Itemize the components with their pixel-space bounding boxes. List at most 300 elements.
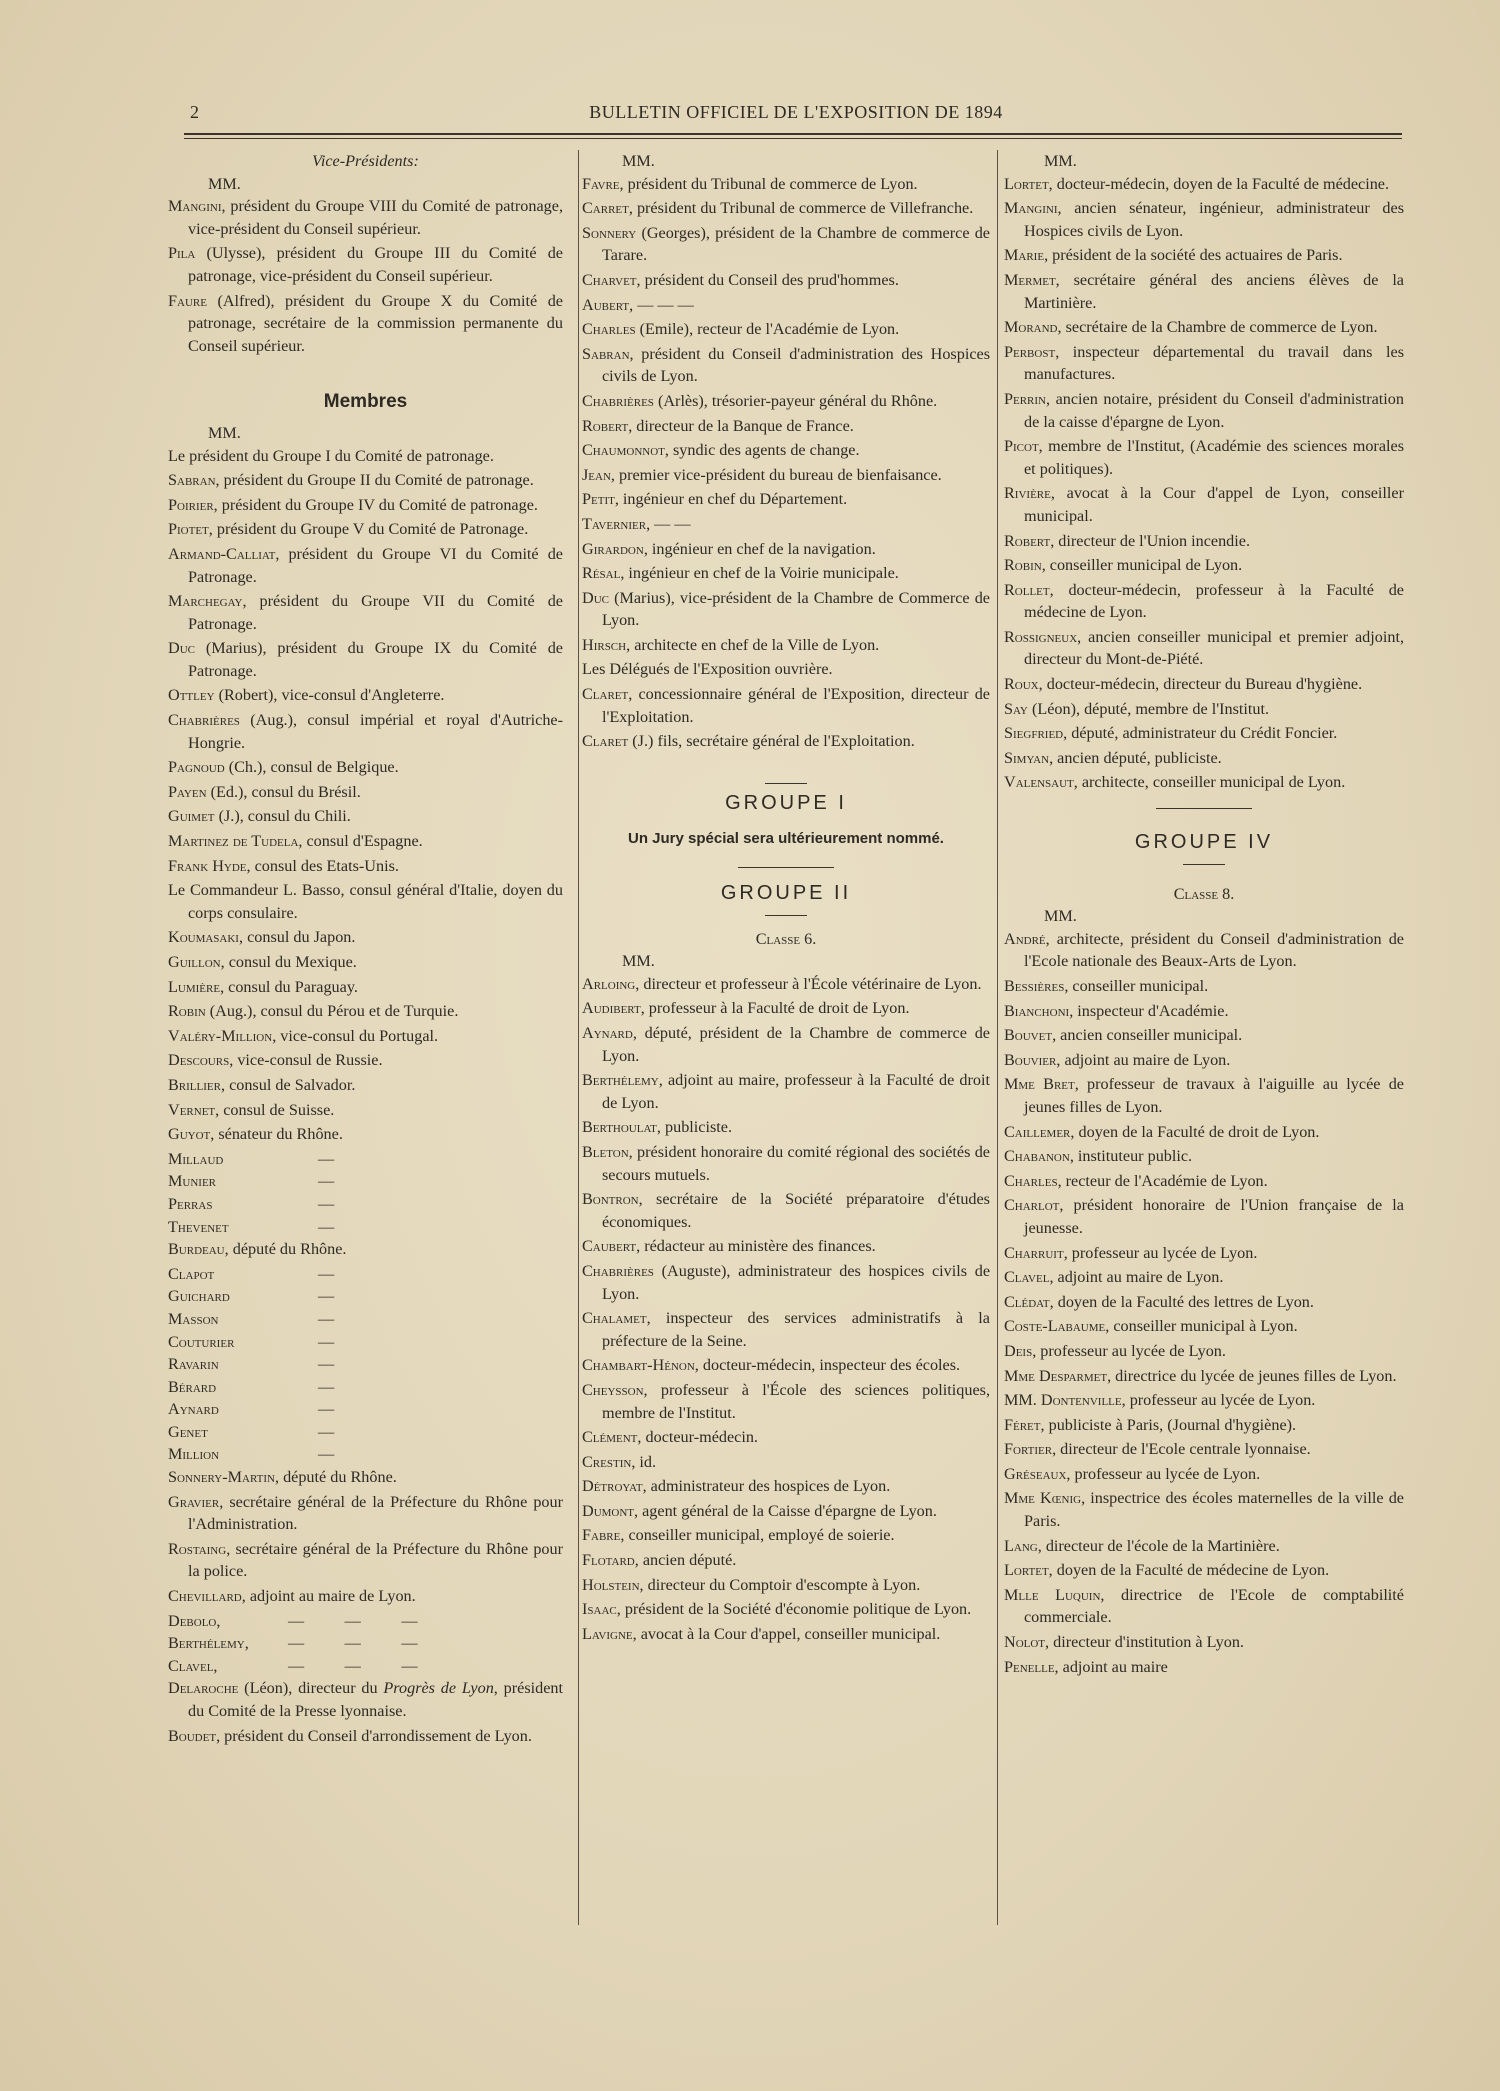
list-item [582, 294, 990, 317]
entry-text: (J.) fils, secrétaire général de l'Exploitation. [628, 732, 915, 751]
list-item [582, 390, 990, 413]
entry-text: , ingénieur en chef de la Voirie municipale. [620, 564, 899, 583]
column-3 [1004, 150, 1404, 1680]
entry-text: , docteur-médecin, directeur du Bureau d'hygiène. [1038, 675, 1363, 694]
entry-text: , député, administrateur du Crédit Foncier. [1063, 724, 1338, 743]
entry-text: , président du Tribunal de commerce de Villefranche. [628, 199, 974, 218]
list-item [168, 1655, 563, 1678]
list-item [1004, 579, 1404, 624]
list-item [1004, 1487, 1404, 1532]
entry-text: (Ulysse), président du Groupe III du Comité de patronage, vice-président du Conseil supérieur. [188, 244, 563, 285]
ditto-dashes: — — — [288, 1656, 418, 1675]
list-item [1004, 1559, 1404, 1582]
list-item [168, 926, 563, 949]
mm-label: MM. [208, 174, 241, 193]
entry-text: , ancien conseiller municipal. [1052, 1026, 1243, 1045]
entry-text: , avocat à la Cour d'appel de Lyon, conseiller municipal. [1024, 484, 1404, 525]
list-item [1004, 1145, 1404, 1168]
entry-text: (Georges), président de la Chambre de commerce de Tarare. [602, 223, 990, 265]
entry-name: Lang [1004, 1536, 1038, 1555]
entry-text: , directrice de l'Ecole de comptabilité commerciale. [1024, 1585, 1404, 1627]
entry-text: , secrétaire général de la Préfecture du Rhône pour l'Administration. [188, 1492, 563, 1534]
entry-name: Gravier [168, 1492, 220, 1511]
list-item [168, 1585, 563, 1608]
publication-title: BULLETIN OFFICIEL DE L'EXPOSITION DE 1894 [589, 102, 1003, 122]
entry-text: (Marius), vice-président de la Chambre de Commerce de Lyon. [602, 588, 990, 630]
groupe-1-heading: GROUPE I [725, 791, 847, 814]
entry-text: (Auguste), administrateur des hospices civils de Lyon. [602, 1261, 990, 1303]
entry-text: , administrateur des hospices de Lyon. [642, 1477, 891, 1496]
ditto-dash: — [318, 1172, 335, 1191]
entry-name: Petit [582, 490, 615, 509]
membres-list [1004, 173, 1404, 794]
column-2 [582, 150, 990, 1647]
entry-text: , directeur de l'Union incendie. [1050, 531, 1250, 550]
entry-name: Robin [1004, 556, 1042, 575]
entry-text: , président du Groupe VII du Comité de Patronage. [188, 592, 563, 633]
entry-text: , président de la société des actuaires de Paris. [1044, 246, 1343, 265]
triple-dash-list [168, 1610, 563, 1678]
list-item [168, 1263, 563, 1286]
entry-name: Isaac [582, 1600, 617, 1619]
list-item [582, 1598, 990, 1621]
list-item [168, 1376, 563, 1399]
entry-name: Claret [582, 685, 629, 704]
entry-text: , ancien notaire, président du Conseil d'administration de la caisse d'épargne de Lyon. [1024, 389, 1404, 431]
entry-text: , docteur-médecin, professeur à la Faculté de médecine de Lyon. [1024, 580, 1404, 622]
list-item [1004, 1584, 1404, 1629]
entry-text: , — — [646, 514, 691, 533]
entry-text: , secrétaire général des anciens élèves de la Martinière. [1024, 270, 1404, 312]
entry-text: , inspectrice des écoles maternelles de la ville de Paris. [1024, 1489, 1404, 1531]
list-item [1004, 1073, 1404, 1118]
entry-name: Berthélemy, [168, 1634, 249, 1653]
list-item [168, 1632, 563, 1655]
entry-name: Simyan [1004, 748, 1050, 767]
entry-text: , architecte, conseiller municipal de Lyon. [1073, 773, 1346, 792]
entry-name: Robert [1004, 531, 1051, 550]
entry-text: , président du Groupe II du Comité de patronage. [215, 471, 534, 490]
entry-name: Chalamet [582, 1309, 647, 1328]
entry-text: , docteur-médecin. [637, 1428, 758, 1447]
entry-name: Caillemer [1004, 1122, 1071, 1141]
entry-text: , inspecteur d'Académie. [1069, 1001, 1229, 1020]
entry-name: Penelle [1004, 1657, 1055, 1676]
entry-text: , professeur au lycée de Lyon. [1121, 1391, 1316, 1410]
list-item [1004, 928, 1404, 973]
entry-text: , professeur au lycée de Lyon. [1066, 1464, 1261, 1483]
entry-text: Le président du Groupe I du Comité de patronage. [168, 446, 494, 465]
entry-name: Say [1004, 699, 1028, 718]
list-item [582, 1069, 990, 1114]
entry-name: Pila [168, 244, 196, 263]
list-item [1004, 1242, 1404, 1265]
entry-text: , syndic des agents de change. [664, 441, 860, 460]
entry-text: , consul du Paraguay. [220, 977, 358, 996]
list-item [582, 562, 990, 585]
entry-text: , consul des Etats-Unis. [246, 856, 399, 875]
ditto-dashes: — — — [288, 1611, 418, 1630]
list-item [1004, 1389, 1404, 1412]
entry-name: Millaud [168, 1149, 224, 1168]
entry-text: , recteur de l'Académie de Lyon. [1057, 1171, 1268, 1190]
entry-text: , ingénieur en chef du Département. [614, 490, 848, 509]
entry-name: Koumasaki [168, 928, 239, 947]
dash-list [168, 1148, 563, 1238]
entry-name: Munier [168, 1172, 217, 1191]
entry-text: , président honoraire du comité régional des sociétés de secours mutuels. [602, 1142, 990, 1184]
list-item [168, 1308, 563, 1331]
list-item [582, 1549, 990, 1572]
ditto-dash: — [318, 1287, 335, 1306]
entry-name: Audibert [582, 999, 641, 1018]
ditto-dash: — [318, 1309, 335, 1328]
entry-name: Guyot [168, 1125, 211, 1144]
entry-name: Duc [168, 639, 195, 658]
list-item [582, 269, 990, 292]
entry-name: Chabanon [1004, 1147, 1070, 1166]
list-item [582, 464, 990, 487]
list-item [582, 1354, 990, 1377]
entry-name: Féret [1004, 1415, 1041, 1434]
entry-name: Claret [582, 732, 629, 751]
list-item [1004, 244, 1404, 267]
list-item [168, 1170, 563, 1193]
list-item [1004, 173, 1404, 196]
entry-name: Nolot [1004, 1633, 1046, 1652]
entry-name: Guichard [168, 1287, 230, 1306]
entry-name: Clédat [1004, 1292, 1050, 1311]
list-item [1004, 269, 1404, 314]
list-item [582, 1475, 990, 1498]
list-item [582, 439, 990, 462]
list-item [582, 658, 990, 681]
entry-text: , secrétaire général de la Préfecture du Rhône pour la police. [188, 1539, 563, 1581]
entry-text: , docteur-médecin, doyen de la Faculté de médecine. [1048, 174, 1390, 193]
list-item [168, 242, 563, 287]
entry-name: Brillier [168, 1075, 221, 1094]
column-divider [997, 150, 998, 1925]
list-item [168, 637, 563, 682]
entry-text: , agent général de la Caisse d'épargne de Lyon. [634, 1501, 937, 1520]
list-item [1004, 1340, 1404, 1363]
entry-text: , consul de Salvador. [220, 1075, 356, 1094]
entry-text: (Marius), président du Groupe IX du Comité de Patronage. [188, 639, 563, 680]
ditto-dash: — [318, 1445, 335, 1464]
entry-name: Piotet [168, 520, 209, 539]
entry-name: Valéry-Million [168, 1026, 273, 1045]
entry-name: Million [168, 1445, 220, 1464]
entry-text: , inspecteur des services administratifs à la préfecture de la Seine. [602, 1309, 990, 1350]
entry-text: , premier vice-président du bureau de bienfaisance. [610, 465, 942, 484]
membres-list [582, 173, 990, 753]
entry-name: Jean [582, 465, 611, 484]
entry-name: Charles [582, 320, 636, 339]
list-item [1004, 673, 1404, 696]
entry-name: Armand-Calliat [168, 544, 276, 563]
entry-text: , adjoint au maire [1054, 1657, 1168, 1676]
entry-name: Sonnery-Martin [168, 1468, 275, 1487]
list-item [168, 469, 563, 492]
entry-name: Rossigneux [1004, 627, 1078, 646]
list-item [1004, 771, 1404, 794]
list-item [582, 1188, 990, 1233]
groupe-2-list [582, 973, 990, 1646]
list-item [168, 1421, 563, 1444]
entry-name: Charvet [582, 270, 637, 289]
entry-name: Sabran [168, 471, 216, 490]
entry-text: , docteur-médecin, inspecteur des écoles. [694, 1356, 961, 1375]
entry-name: Mlle Luquin [1004, 1585, 1101, 1604]
list-item [582, 1524, 990, 1547]
entry-name: Berthoulat [582, 1118, 657, 1137]
entry-name: Payen [168, 782, 207, 801]
entry-name: Lortet [1004, 1561, 1049, 1580]
column-1 [168, 150, 563, 1749]
entry-text: , conseiller municipal à Lyon. [1105, 1317, 1298, 1336]
mm-label: MM. [1044, 907, 1077, 926]
entry-name: Dumont [582, 1501, 635, 1520]
list-item [168, 1216, 563, 1239]
entry-name: Charlot [1004, 1196, 1060, 1215]
entry-text: , doyen de la Faculté de droit de Lyon. [1070, 1122, 1320, 1141]
entry-name: Bérard [168, 1377, 217, 1396]
section-rule [1156, 808, 1252, 809]
entry-text: , concessionnaire général de l'Exposition, directeur de l'Exploitation. [602, 685, 990, 726]
entry-name: Bleton [582, 1142, 629, 1161]
entry-text: , secrétaire de la Chambre de commerce de Lyon. [1057, 318, 1378, 337]
list-item [1004, 197, 1404, 242]
list-item [1004, 554, 1404, 577]
entry-text: , consul de Suisse. [215, 1100, 335, 1119]
list-item: Delaroche (Léon), directeur du Progrès de Lyon, président du Comité de la Presse lyonnaise. [168, 1679, 563, 1720]
entry-name: Vernet [168, 1100, 216, 1119]
list-item [168, 1398, 563, 1421]
entry-text: , professeur à la Faculté de droit de Lyon. [640, 999, 910, 1018]
entry-name: Rollet [1004, 580, 1050, 599]
entry-text: , ancien député. [634, 1551, 737, 1570]
list-item [1004, 747, 1404, 770]
section-rule [765, 783, 807, 784]
classe-heading: Classe 6. [755, 929, 817, 948]
membres-list [168, 445, 563, 1146]
entry-text: , conseiller municipal. [1064, 977, 1209, 995]
entry-text: , directeur d'institution à Lyon. [1045, 1633, 1244, 1652]
entry-text: , directrice du lycée de jeunes filles de Lyon. [1107, 1366, 1397, 1385]
entry-text: , ancien conseiller municipal et premier adjoint, directeur du Mont-de-Piété. [1024, 627, 1404, 669]
list-item [1004, 1438, 1404, 1461]
list-item [168, 951, 563, 974]
list-item: Boudet, président du Conseil d'arrondissement de Lyon. [168, 1726, 532, 1745]
entry-name: Mangini [1004, 199, 1058, 218]
entry-name: Faure [168, 291, 207, 310]
list-item [582, 513, 990, 536]
list-item [1004, 975, 1404, 998]
entry-text: , consul du Mexique. [220, 953, 357, 971]
entry-name: Mme Kœnig [1004, 1489, 1082, 1508]
entry-name: Berthélemy [582, 1071, 659, 1090]
header-rule [184, 133, 1402, 135]
entry-text: (J.), consul du Chili. [214, 807, 351, 826]
entry-text: , professeur au lycée de Lyon. [1063, 1243, 1258, 1262]
list-item [1004, 1024, 1404, 1047]
list-item [1004, 1049, 1404, 1072]
entry-text: (Léon), député, membre de l'Institut. [1027, 699, 1270, 718]
list-item [582, 538, 990, 561]
list-item [1004, 1535, 1404, 1558]
list-item [168, 518, 563, 541]
list-item [168, 1610, 563, 1633]
entry-text: , avocat à la Cour d'appel, conseiller municipal. [632, 1624, 941, 1643]
list-item [168, 590, 563, 635]
ditto-dash: — [318, 1355, 335, 1374]
list-item [168, 1123, 563, 1146]
entry-name: Pagnoud [168, 758, 225, 777]
entry-text: , consul du Japon. [238, 928, 356, 947]
membres-list-continued [168, 1466, 563, 1608]
entry-name: Chevillard [168, 1587, 242, 1606]
list-item [168, 1148, 563, 1171]
list-item [582, 488, 990, 511]
entry-name: Deis [1004, 1341, 1033, 1360]
entry-name: Sabran [582, 344, 630, 363]
list-item [168, 756, 563, 779]
entry-name: Tavernier [582, 514, 647, 533]
entry-name: Frank Hyde [168, 856, 247, 875]
entry-text: (Alfred), président du Groupe X du Comité de patronage, secrétaire de la commission permanente du Conseil supérieur. [188, 291, 563, 355]
ditto-dash: — [318, 1217, 335, 1236]
list-item [1004, 316, 1404, 339]
entry-text: , publiciste à Paris, (Journal d'hygiène). [1040, 1415, 1297, 1434]
header-rule-thin [184, 138, 1402, 139]
entry-name: Mangini [168, 197, 222, 216]
entry-text: , id. [631, 1452, 657, 1471]
entry-name: Charruit [1004, 1243, 1064, 1262]
list-item [1004, 722, 1404, 745]
list-item [1004, 1194, 1404, 1239]
entry-text: , ingénieur en chef de la navigation. [643, 539, 876, 558]
ditto-dashes: — — — [288, 1634, 418, 1653]
entry-text: , député du Rhône. [274, 1468, 397, 1487]
entry-text: , président du Conseil d'administration des Hospices civils de Lyon. [602, 344, 990, 386]
list-item [1004, 698, 1404, 721]
entry-name: Picot [1004, 437, 1039, 456]
entry-name: Bessières [1004, 977, 1065, 995]
entry-text: , doyen de la Faculté de médecine de Lyon. [1048, 1561, 1330, 1580]
entry-name: Chabrières [168, 711, 240, 730]
entry-name: Bouvier [1004, 1050, 1057, 1069]
entry-name: Perbost [1004, 342, 1056, 361]
entry-name: Chaumonnot [582, 441, 665, 460]
list-item [168, 855, 563, 878]
entry-name: Mme Desparmet [1004, 1366, 1108, 1385]
entry-name: Ottley [168, 686, 215, 705]
list-item: Burdeau, député du Rhône. [168, 1240, 347, 1259]
list-item [168, 1491, 563, 1536]
ditto-dash: — [318, 1149, 335, 1168]
list-item [168, 1099, 563, 1122]
running-head [190, 98, 1402, 128]
mm-label: MM. [1044, 152, 1077, 170]
list-item [1004, 1631, 1404, 1654]
list-item [582, 1379, 990, 1424]
entry-name: André [1004, 929, 1046, 948]
mm-label: MM. [622, 952, 655, 971]
groupe-2-heading: GROUPE II [720, 882, 852, 905]
list-item [168, 1285, 563, 1308]
entry-name: Thevenet [168, 1217, 229, 1236]
vice-presidents-list [168, 195, 563, 357]
entry-text: , instituteur public. [1069, 1147, 1193, 1166]
list-item [582, 1260, 990, 1305]
entry-text: , publiciste. [656, 1118, 733, 1137]
list-item [582, 1500, 990, 1523]
entry-name: Masson [168, 1309, 219, 1328]
entry-name: Robin [168, 1002, 206, 1021]
entry-name: Aynard [582, 1024, 633, 1042]
entry-name: Mermet [1004, 270, 1056, 289]
entry-text: , président honoraire de l'Union française de la jeunesse. [1024, 1196, 1404, 1237]
list-item [1004, 1000, 1404, 1023]
list-item [1004, 626, 1404, 671]
list-item [168, 1443, 563, 1466]
entry-text: , ancien député, publiciste. [1049, 748, 1222, 767]
list-item [1004, 1266, 1404, 1289]
entry-name: Carret [582, 199, 629, 218]
entry-text: (Aug.), consul du Pérou et de Turquie. [205, 1002, 459, 1021]
list-item [1004, 435, 1404, 480]
entry-text: , président du Groupe VI du Comité de Patronage. [188, 544, 563, 586]
entry-name: Guimet [168, 807, 215, 826]
entry-name: Bontron [582, 1190, 639, 1209]
entry-name: Rivière [1004, 484, 1051, 503]
entry-text: , professeur au lycée de Lyon. [1032, 1341, 1226, 1360]
list-item [582, 997, 990, 1020]
list-item [582, 222, 990, 267]
entry-text: , — — — [629, 295, 694, 314]
entry-name: Favre [582, 174, 620, 193]
entry-name: Ravarin [168, 1355, 219, 1374]
entry-name: Aubert [582, 295, 630, 314]
entry-name: Girardon [582, 539, 644, 558]
ditto-dash: — [318, 1332, 335, 1351]
entry-text: , adjoint au maire de Lyon. [1056, 1050, 1231, 1069]
entry-name: Arloing [582, 974, 636, 993]
entry-text: , consul d'Espagne. [298, 832, 423, 851]
entry-text: , président de la Société d'économie politique de Lyon. [616, 1600, 972, 1619]
entry-name: Flotard [582, 1551, 635, 1570]
list-item [168, 543, 563, 588]
list-item [582, 415, 990, 438]
entry-text: Les Délégués de l'Exposition ouvrière. [582, 660, 833, 679]
entry-name: Marie [1004, 246, 1045, 265]
list-item [582, 1451, 990, 1474]
entry-text: , vice-consul de Russie. [229, 1051, 383, 1070]
list-item [1004, 530, 1404, 553]
list-item [582, 197, 990, 220]
list-item [168, 1025, 563, 1048]
entry-name: MM. Dontenville [1004, 1391, 1122, 1410]
entry-text: , doyen de la Faculté des lettres de Lyon. [1049, 1292, 1314, 1311]
entry-text: , président du Groupe VIII du Comité de patronage, vice-président du Conseil supérieur. [188, 197, 563, 238]
entry-name: Coste-Labaume [1004, 1317, 1106, 1336]
entry-text: , président du Conseil des prud'hommes. [636, 270, 899, 289]
entry-name: Aynard [168, 1400, 219, 1419]
entry-text: , professeur à l'École des sciences politiques, membre de l'Institut. [602, 1380, 990, 1422]
entry-name: Mme Bret [1004, 1075, 1075, 1094]
entry-text: , adjoint au maire de Lyon. [1049, 1268, 1224, 1287]
list-item [1004, 482, 1404, 527]
